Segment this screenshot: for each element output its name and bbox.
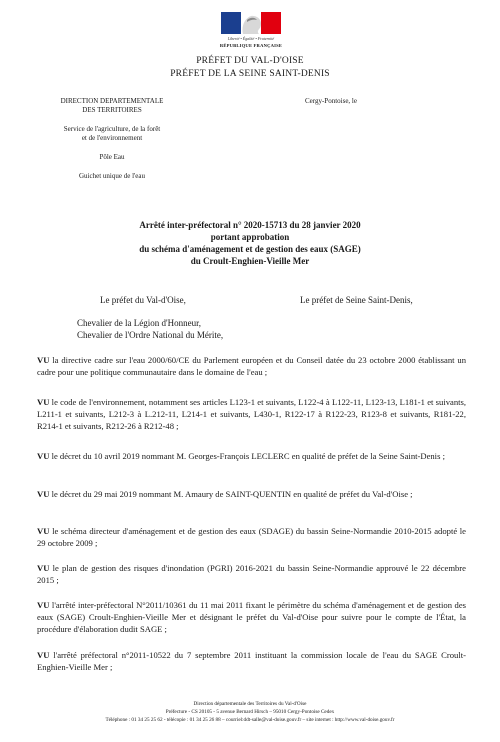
- signatory-left-honour-2: Chevalier de l'Ordre National du Mérite,: [77, 330, 224, 340]
- vu-paragraph: VU le décret du 29 mai 2019 nommant M. Amaury de SAINT-QUENTIN en qualité de préfet du Val-d'Oise ;: [37, 489, 413, 499]
- vu-paragraph: VU l'arrêté inter-préfectoral N°2011/10361 du 11 mai 2011 fixant le périmètre du schéma d'aménagement et de gestion des eaux (SAGE) Croult-Enghien-Vieille Mer et désignant le préfet du Val-d'Oise pour suivre pour le compte de l'État, la procédure d'élaboration dudit SAGE ;: [37, 600, 466, 634]
- vu-paragraph: VU le schéma directeur d'aménagement et de gestion des eaux (SDAGE) du bassin Seine-Normandie 2010-2015 adopté le 29 octobre 2009 ;: [37, 526, 466, 548]
- direction-line-2: DES TERRITOIRES: [82, 106, 142, 114]
- title-line-2: portant approbation: [210, 232, 290, 242]
- vu-paragraph: VU le décret du 10 avril 2019 nommant M. Georges-François LECLERC en qualité de préfet de la Seine Saint-Denis ;: [37, 451, 445, 461]
- vu-paragraph: VU le plan de gestion des risques d'inondation (PGRI) 2016-2021 du bassin Seine-Normandie approuvé le 22 décembre 2015 ;: [37, 563, 466, 585]
- title-line-1: Arrêté inter-préfectoral n° 2020-15713 du 28 janvier 2020: [139, 220, 361, 230]
- pole-label: Pôle Eau: [99, 153, 125, 161]
- logo-motto: Liberté • Égalité • Fraternité: [227, 36, 275, 41]
- footer-line-1: Direction départementale des Territoires du Val-d'Oise: [193, 701, 307, 707]
- footer-line-3: Téléphone : 01 34 25 25 62 - télécopie : 01 34 25 26 88 – courriel:ddt-salle@val-doise.gouv.fr – site internet : http://www.val-doise.gouv.fr: [105, 717, 395, 723]
- guichet-label: Guichet unique de l'eau: [79, 172, 145, 180]
- footer-line-2: Préfecture - CS 20105 - 5 avenue Bernard Hirsch – 95010 Cergy-Pontoise Cedex: [165, 709, 335, 715]
- service-line-1: Service de l'agriculture, de la forêt: [63, 125, 161, 133]
- vu-paragraph: VU la directive cadre sur l'eau 2000/60/CE du Parlement européen et du Conseil datée du 23 octobre 2000 établissant un cadre pour une politique communautaire dans le domaine de l'eau ;: [37, 355, 466, 377]
- direction-line-1: DIRECTION DEPARTEMENTALE: [60, 97, 164, 105]
- title-line-3: du schéma d'aménagement et de gestion des eaux (SAGE): [139, 244, 361, 254]
- vu-paragraph: VU l'arrêté préfectoral n°2011-10522 du 7 septembre 2011 instituant la commission locale de l'eau du SAGE Croult-Enghien-Vieille Mer ;: [37, 650, 466, 672]
- vu-paragraph: VU le code de l'environnement, notamment ses articles L123-1 et suivants, L122-4 à L122-11, L123-13, L181-1 et suivants, L211-1 et suivants, L212-3 à L.212-11, L214-1 et suivants, L430-1, R122-17 à R122-23, R123-8 et suivants, R181-22, R214-1 et suivants, R212-26 à R212-48 ;: [37, 397, 466, 431]
- place-date: Cergy-Pontoise, le: [305, 97, 357, 105]
- signatory-left-honour-1: Chevalier de la Légion d'Honneur,: [77, 318, 201, 328]
- prefet-line-1: PRÉFET DU VAL-D'OISE: [196, 56, 304, 66]
- service-line-2: et de l'environnement: [81, 134, 143, 142]
- signatory-left-title: Le préfet du Val-d'Oise,: [100, 295, 186, 305]
- logo-republique-francaise: RÉPUBLIQUE FRANÇAISE: [219, 43, 283, 48]
- title-line-4: du Croult-Enghien-Vieille Mer: [190, 256, 310, 266]
- signatory-right-title: Le préfet de Seine Saint-Denis,: [300, 295, 413, 305]
- prefet-line-2: PRÉFET DE LA SEINE SAINT-DENIS: [170, 69, 330, 79]
